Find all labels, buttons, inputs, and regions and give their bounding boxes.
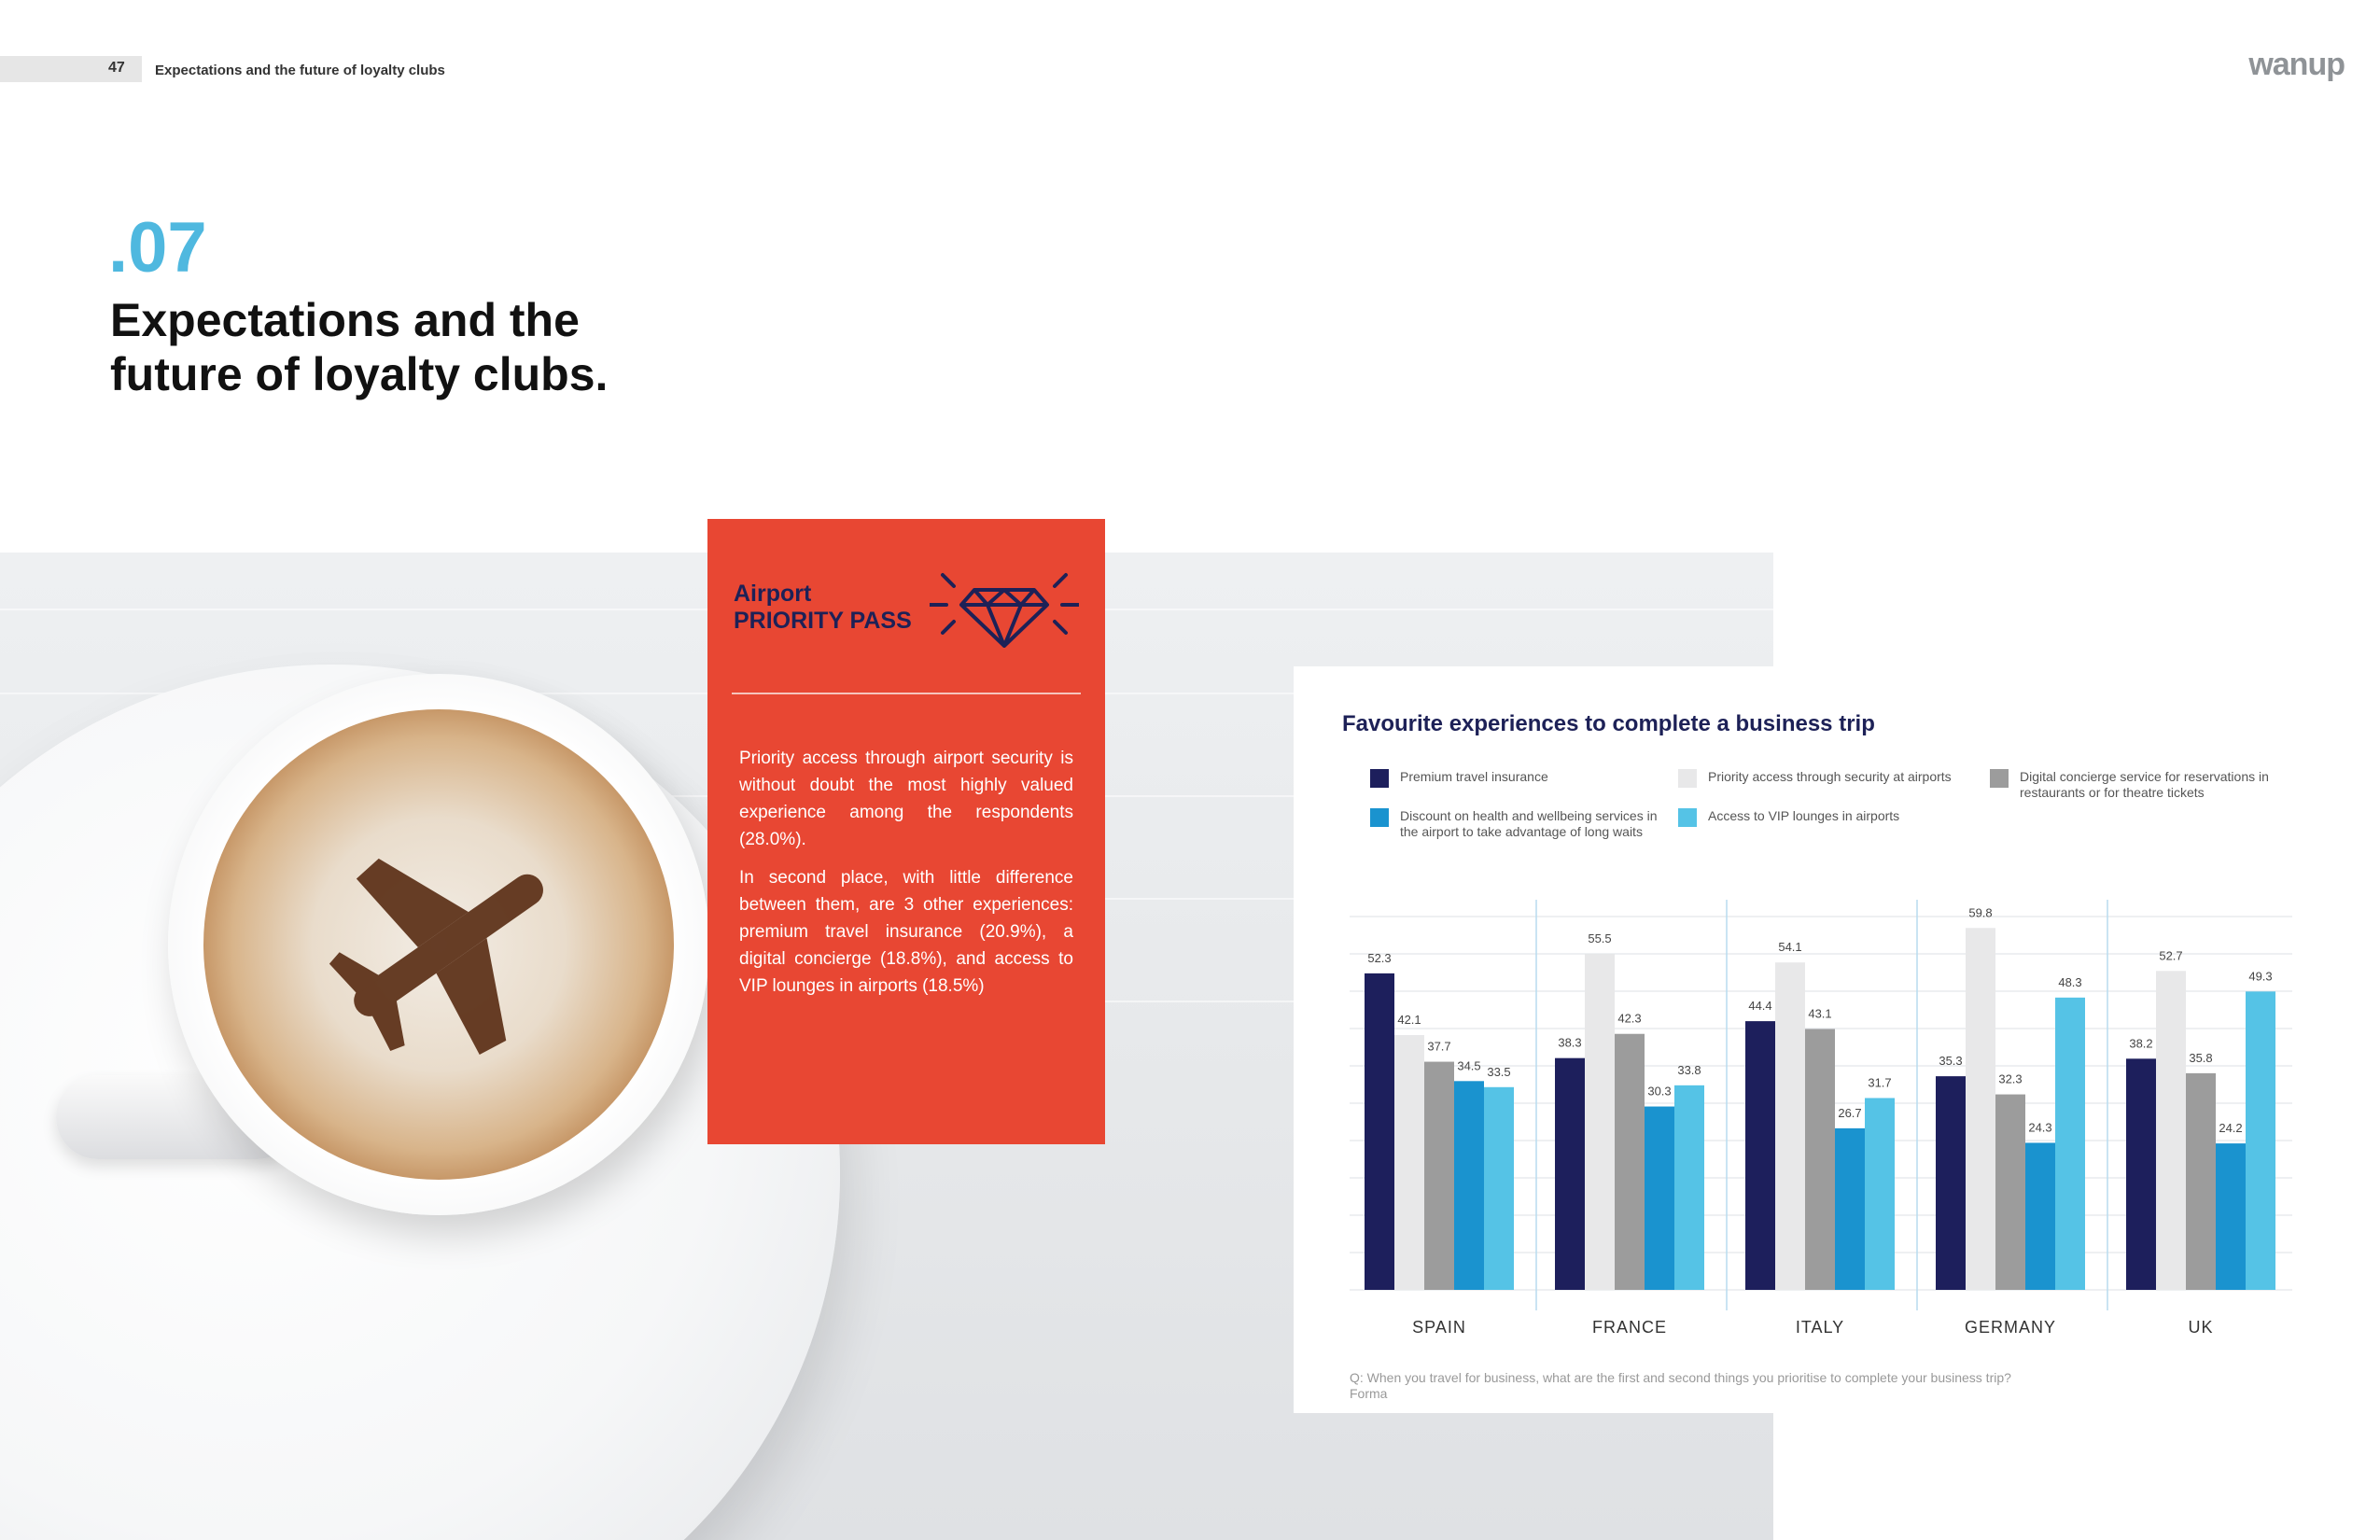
chart-title: Favourite experiences to complete a business trip bbox=[1342, 711, 1875, 736]
bar bbox=[1394, 1035, 1424, 1290]
header-title: Expectations and the future of loyalty clubs bbox=[155, 63, 445, 78]
diamond-icon bbox=[930, 567, 1079, 648]
bar-value-label: 52.7 bbox=[2159, 948, 2183, 963]
callout-paragraph-2: In second place, with little difference between them, are 3 other experiences: premium travel insurance (20.9%), a digital concierge (18.8%), and access to VIP lounges in airports (18.5%) bbox=[739, 868, 1073, 996]
bar bbox=[2156, 971, 2186, 1290]
bar bbox=[1484, 1087, 1514, 1290]
bar bbox=[1424, 1062, 1454, 1290]
bar-value-label: 26.7 bbox=[1838, 1105, 1862, 1120]
bar-value-label: 59.8 bbox=[1968, 905, 1993, 920]
category-label: ITALY bbox=[1795, 1318, 1845, 1337]
callout-paragraph-1: Priority access through airport security is without doubt the most highly valued experience among the respondents (28.0%). bbox=[739, 749, 1073, 849]
chart-card bbox=[1294, 666, 2380, 1413]
bar bbox=[2126, 1058, 2156, 1290]
bar-value-label: 43.1 bbox=[1808, 1006, 1832, 1021]
callout-title bbox=[734, 581, 912, 635]
bar-chart bbox=[1294, 666, 2380, 1376]
bar-value-label: 55.5 bbox=[1588, 931, 1612, 946]
priority-pass-callout bbox=[707, 519, 1105, 1144]
bar bbox=[2246, 991, 2275, 1290]
bar bbox=[1365, 973, 1394, 1290]
callout-divider bbox=[732, 693, 1081, 694]
bar-value-label: 37.7 bbox=[1427, 1039, 1451, 1054]
section-number: .07 bbox=[108, 208, 207, 287]
bar-value-label: 48.3 bbox=[2058, 974, 2082, 989]
callout-title-line2: PRIORITY PASS bbox=[734, 608, 912, 634]
bar bbox=[2216, 1143, 2246, 1290]
bar bbox=[1936, 1076, 1966, 1290]
bar bbox=[1674, 1085, 1704, 1290]
wanup-logo: wanup bbox=[2248, 47, 2345, 82]
bar bbox=[1454, 1081, 1484, 1290]
category-label: GERMANY bbox=[1964, 1318, 2057, 1337]
bar-value-label: 38.2 bbox=[2129, 1036, 2153, 1051]
bar bbox=[1585, 954, 1615, 1290]
bar-value-label: 33.8 bbox=[1677, 1062, 1701, 1077]
category-label: FRANCE bbox=[1591, 1318, 1668, 1337]
legend-label: Access to VIP lounges in airports bbox=[1708, 808, 1900, 823]
bar bbox=[1615, 1034, 1645, 1290]
bar bbox=[2025, 1142, 2055, 1290]
callout-title-line1: Airport bbox=[734, 581, 812, 607]
category-label: UK bbox=[2188, 1318, 2214, 1337]
bar-value-label: 31.7 bbox=[1868, 1075, 1892, 1090]
bar-value-label: 49.3 bbox=[2248, 969, 2273, 984]
chart-question-line1: Q: When you travel for business, what are the first and second things you prioritise to complete your business trip? bbox=[1350, 1370, 2011, 1385]
bar-value-label: 44.4 bbox=[1748, 999, 1772, 1014]
bar-value-label: 30.3 bbox=[1647, 1084, 1672, 1099]
legend-label: Priority access through security at airports bbox=[1708, 769, 1952, 784]
bar-value-label: 42.3 bbox=[1617, 1011, 1642, 1026]
bar bbox=[1966, 928, 1995, 1290]
bar-value-label: 24.3 bbox=[2028, 1120, 2052, 1135]
bar-value-label: 52.3 bbox=[1367, 950, 1392, 965]
page-number: 47 bbox=[108, 60, 125, 76]
legend-label: Premium travel insurance bbox=[1400, 769, 1548, 784]
bar bbox=[1835, 1128, 1865, 1290]
bar-value-label: 42.1 bbox=[1397, 1013, 1421, 1028]
bar bbox=[1555, 1058, 1585, 1290]
bar-value-label: 38.3 bbox=[1558, 1035, 1582, 1050]
bar-value-label: 35.3 bbox=[1939, 1054, 1963, 1069]
legend-label: Digital concierge service for reservations in restaurants or for theatre tickets bbox=[2020, 769, 2269, 800]
bar-value-label: 35.8 bbox=[2189, 1050, 2213, 1065]
bar-value-label: 33.5 bbox=[1487, 1064, 1511, 1079]
bar-value-label: 24.2 bbox=[2219, 1121, 2243, 1136]
bar bbox=[1745, 1021, 1775, 1290]
category-label: SPAIN bbox=[1412, 1318, 1466, 1337]
bar-value-label: 34.5 bbox=[1457, 1058, 1481, 1073]
coffee-plane-art-icon bbox=[317, 823, 579, 1066]
bar bbox=[1805, 1029, 1835, 1290]
bar bbox=[2055, 998, 2085, 1290]
chart-question-note bbox=[1350, 1370, 2330, 1402]
chart-question-line2: Forma bbox=[1350, 1386, 1388, 1401]
bar bbox=[2186, 1073, 2216, 1290]
bar bbox=[1995, 1095, 2025, 1290]
legend-label: Discount on health and wellbeing services in the airport to take advantage of long waits bbox=[1400, 808, 1658, 839]
bar bbox=[1865, 1098, 1895, 1290]
bar-value-label: 54.1 bbox=[1778, 940, 1802, 955]
section-title: Expectations and the future of loyalty clubs. bbox=[110, 294, 609, 400]
bar-value-label: 32.3 bbox=[1998, 1071, 2023, 1086]
bar bbox=[1775, 962, 1805, 1290]
bar bbox=[1645, 1107, 1674, 1290]
